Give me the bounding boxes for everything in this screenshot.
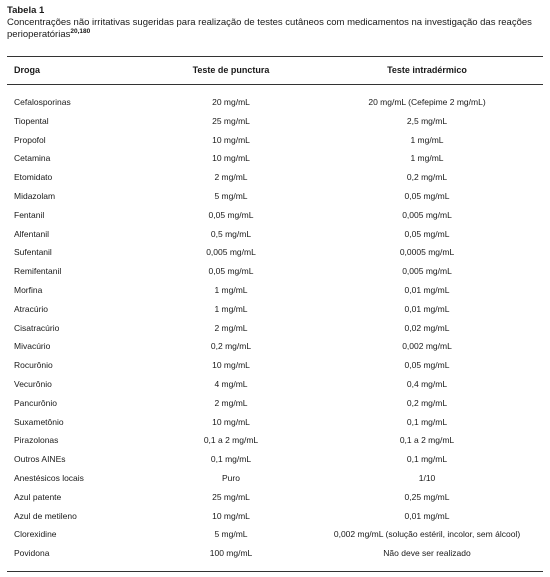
cell-intradermal-test: 0,05 mg/mL (404, 190, 450, 201)
table-header-rule (7, 84, 543, 85)
cell-intradermal-test: 0,2 mg/mL (406, 172, 448, 183)
cell-prick-test: 0,5 mg/mL (210, 228, 252, 239)
cell-drug: Atracúrio (14, 303, 49, 314)
cell-prick-test: 2 mg/mL (214, 397, 248, 408)
cell-drug: Azul patente (14, 491, 62, 502)
cell-prick-test: 10 mg/mL (212, 360, 250, 371)
cell-prick-test: 0,2 mg/mL (210, 341, 252, 352)
cell-intradermal-test: Não deve ser realizado (383, 548, 471, 559)
cell-drug: Outros AINEs (14, 454, 66, 465)
cell-intradermal-test: 2,5 mg/mL (406, 115, 448, 126)
cell-drug: Sufentanil (14, 247, 52, 258)
cell-drug: Clorexidine (14, 529, 57, 540)
table-caption (7, 17, 543, 41)
cell-intradermal-test: 0,1 mg/mL (406, 454, 448, 465)
cell-prick-test: 10 mg/mL (212, 134, 250, 145)
cell-drug: Vecurônio (14, 378, 52, 389)
cell-intradermal-test: 0,4 mg/mL (406, 378, 448, 389)
table-row (0, 322, 550, 341)
cell-prick-test: 2 mg/mL (214, 322, 248, 333)
cell-prick-test: 25 mg/mL (212, 115, 250, 126)
cell-drug: Cetamina (14, 153, 51, 164)
cell-intradermal-test: 1 mg/mL (410, 134, 444, 145)
cell-intradermal-test: 0,02 mg/mL (404, 322, 450, 333)
table-row (0, 378, 550, 397)
cell-intradermal-test: 0,05 mg/mL (404, 228, 450, 239)
table-row (0, 434, 550, 453)
cell-prick-test: 4 mg/mL (214, 378, 248, 389)
table-caption-refs: 20,180 (70, 27, 91, 35)
header-prick-test: Teste de punctura (192, 65, 270, 75)
cell-intradermal-test: 0,002 mg/mL (402, 341, 452, 352)
cell-prick-test: Puro (222, 472, 240, 483)
cell-prick-test: 0,005 mg/mL (206, 247, 256, 258)
header-intradermal-test: Teste intradérmico (387, 65, 467, 75)
cell-intradermal-test: 0,25 mg/mL (404, 491, 450, 502)
cell-prick-test: 10 mg/mL (212, 416, 250, 427)
cell-prick-test: 0,1 mg/mL (210, 454, 252, 465)
table-row (0, 510, 550, 529)
table-row (0, 547, 550, 566)
cell-drug: Propofol (14, 134, 46, 145)
cell-intradermal-test: 1 mg/mL (410, 153, 444, 164)
cell-intradermal-test: 0,01 mg/mL (404, 303, 450, 314)
table-row (0, 134, 550, 153)
cell-prick-test: 1 mg/mL (214, 284, 248, 295)
table-row (0, 265, 550, 284)
cell-intradermal-test: 0,005 mg/mL (402, 266, 452, 277)
cell-drug: Remifentanil (14, 266, 62, 277)
cell-drug: Etomidato (14, 172, 53, 183)
cell-drug: Povidona (14, 548, 50, 559)
table-row (0, 246, 550, 265)
table-row (0, 491, 550, 510)
cell-prick-test: 25 mg/mL (212, 491, 250, 502)
cell-prick-test: 5 mg/mL (214, 190, 248, 201)
cell-intradermal-test: 1/10 (418, 472, 436, 483)
table-row (0, 284, 550, 303)
cell-prick-test: 0,05 mg/mL (208, 266, 254, 277)
cell-drug: Fentanil (14, 209, 45, 220)
cell-drug: Midazolam (14, 190, 56, 201)
table-row (0, 340, 550, 359)
cell-drug: Azul de metileno (14, 510, 77, 521)
table-row (0, 115, 550, 134)
cell-intradermal-test: 0,05 mg/mL (404, 360, 450, 371)
cell-drug: Suxametônio (14, 416, 64, 427)
cell-intradermal-test: 0,2 mg/mL (406, 397, 448, 408)
cell-prick-test: 100 mg/mL (209, 548, 253, 559)
cell-drug: Cisatracúrio (14, 322, 60, 333)
cell-drug: Mivacúrio (14, 341, 51, 352)
table-bottom-rule (7, 571, 543, 572)
table-caption-text: Concentrações não irritativas sugeridas para realização de testes cutâneos com medicamentos na investigação das reações perioperatórias (7, 17, 532, 40)
table-row (0, 171, 550, 190)
cell-intradermal-test: 0,002 mg/mL (solução estéril, incolor, sem álcool) (333, 529, 521, 540)
table-row (0, 472, 550, 491)
table-row (0, 397, 550, 416)
cell-drug: Rocurônio (14, 360, 53, 371)
cell-intradermal-test: 0,01 mg/mL (404, 284, 450, 295)
cell-intradermal-test: 0,005 mg/mL (402, 209, 452, 220)
table-row (0, 416, 550, 435)
cell-intradermal-test: 0,1 a 2 mg/mL (399, 435, 455, 446)
cell-prick-test: 10 mg/mL (212, 510, 250, 521)
table-row (0, 190, 550, 209)
cell-prick-test: 0,05 mg/mL (208, 209, 254, 220)
cell-intradermal-test: 0,0005 mg/mL (399, 247, 455, 258)
cell-intradermal-test: 0,1 mg/mL (406, 416, 448, 427)
table-body (0, 96, 550, 566)
cell-drug: Pirazolonas (14, 435, 59, 446)
table-row (0, 303, 550, 322)
cell-prick-test: 20 mg/mL (212, 97, 250, 107)
table-label: Tabela 1 (7, 5, 45, 16)
table-row (0, 359, 550, 378)
cell-drug: Tiopental (14, 115, 49, 126)
header-drug: Droga (14, 65, 41, 75)
cell-drug: Pancurônio (14, 397, 58, 408)
cell-prick-test: 1 mg/mL (214, 303, 248, 314)
table-row (0, 209, 550, 228)
table-row (0, 453, 550, 472)
table-row (0, 152, 550, 171)
table-row (0, 528, 550, 547)
table-row (0, 228, 550, 247)
cell-intradermal-test: 20 mg/mL (Cefepime 2 mg/mL) (368, 97, 486, 107)
table-row (0, 96, 550, 115)
cell-prick-test: 10 mg/mL (212, 153, 250, 164)
cell-prick-test: 5 mg/mL (214, 529, 248, 540)
cell-drug: Alfentanil (14, 228, 49, 239)
cell-prick-test: 0,1 a 2 mg/mL (203, 435, 259, 446)
table-header-row (0, 57, 550, 84)
cell-intradermal-test: 0,01 mg/mL (404, 510, 450, 521)
cell-drug: Morfina (14, 284, 43, 295)
cell-prick-test: 2 mg/mL (214, 172, 248, 183)
cell-drug: Cefalosporinas (14, 97, 71, 107)
cell-drug: Anestésicos locais (14, 472, 84, 483)
